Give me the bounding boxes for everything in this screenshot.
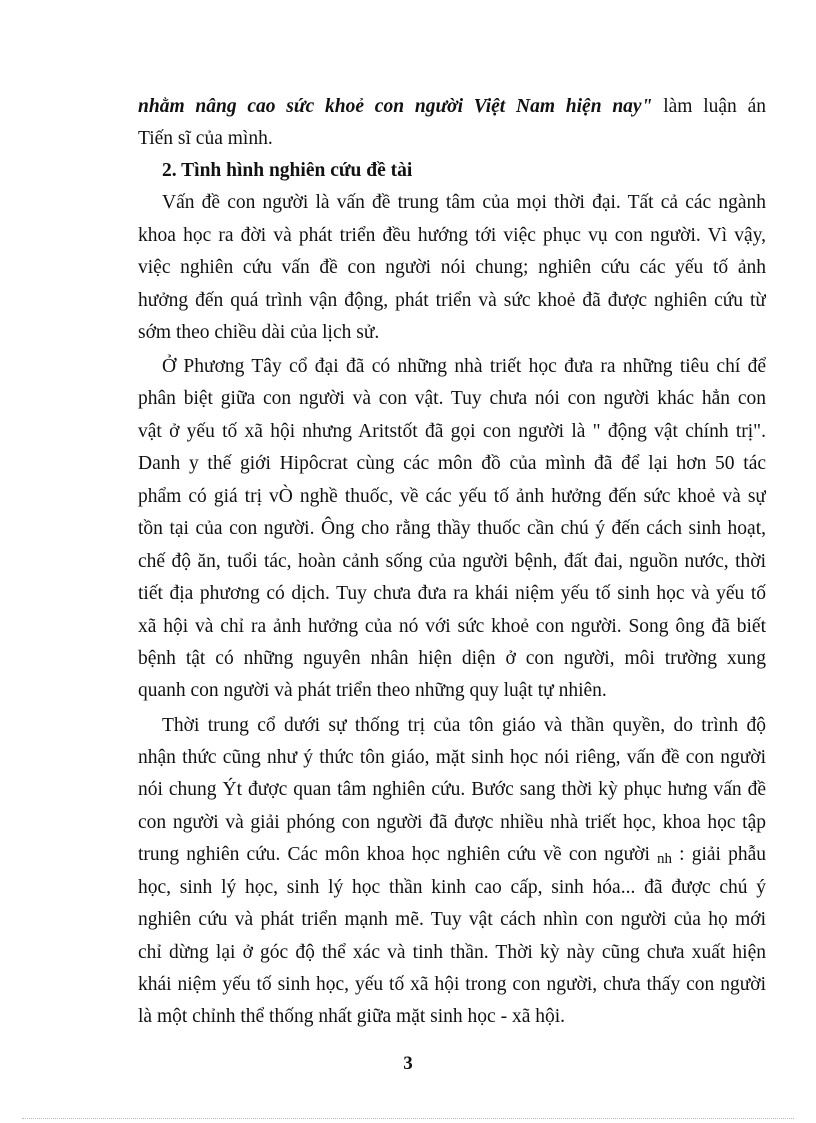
text-line: nghiên cứu và phát triển mạnh mẽ. Tuy vật cách nhìn con người của họ mới — [138, 909, 766, 930]
text-line: sớm theo chiều dài của lịch sử. — [138, 322, 380, 343]
text-line: nhằm nâng cao sức khoẻ con người Việt Nam hiện nay" làm luận án — [138, 96, 766, 117]
text-line: tiết địa phương có dịch. Tuy chưa đưa ra khái niệm yếu tố sinh học và yếu tố — [138, 583, 766, 604]
text-line: Danh y thế giới Hipôcrat cùng các môn đồ của mình đã để lại hơn 50 tác — [138, 453, 766, 474]
text-line: việc nghiên cứu vấn đề con người nói chung; nghiên cứu các yếu tố ảnh — [138, 257, 766, 278]
text-line: hưởng đến quá trình vận động, phát triển và sức khoẻ đã được nghiên cứu từ — [138, 290, 766, 311]
text-line: Tiến sĩ của mình. — [138, 128, 273, 149]
page-bottom-divider — [22, 1118, 794, 1119]
text-line: khái niệm yếu tố sinh học, yếu tố xã hội trong con người, chưa thấy con người — [138, 974, 766, 995]
text-line: nhận thức cũng như ý thức tôn giáo, mặt sinh học nói riêng, vấn đề con người — [138, 747, 766, 768]
text-line: phẩm có giá trị vÒ nghề thuốc, về các yếu tố ảnh hưởng đến sức khoẻ và sự — [138, 486, 766, 507]
text-line: quanh con người và phát triển theo những quy luật tự nhiên. — [138, 680, 607, 701]
text-line: bệnh tật có những nguyên nhân hiện diện ở con người, môi trường xung — [138, 648, 766, 669]
section-heading: 2. Tình hình nghiên cứu đề tài — [162, 160, 413, 181]
text-line: nói chung Ýt được quan tâm nghiên cứu. Bước sang thời kỳ phục hưng vấn đề — [138, 779, 766, 800]
page-number: 3 — [403, 1053, 413, 1074]
text-line: chỉ dừng lại ở góc độ thể xác và tinh thần. Thời kỳ này cũng chưa xuất hiện — [138, 942, 766, 963]
text-line: tồn tại của con người. Ông cho rằng thầy thuốc cần chú ý đến cách sinh hoạt, — [138, 518, 766, 539]
text-line: Ở Phương Tây cổ đại đã có những nhà triết học đưa ra những tiêu chí để — [162, 356, 766, 377]
text-line: là một chỉnh thể thống nhất giữa mặt sinh học - xã hội. — [138, 1006, 566, 1027]
text-line: học, sinh lý học, sinh lý học thần kinh cao cấp, sinh hóa... đã được chú ý — [138, 877, 766, 898]
text-line: Thời trung cổ dưới sự thống trị của tôn giáo và thần quyền, do trình độ — [162, 715, 766, 736]
text-line: chế độ ăn, tuổi tác, hoàn cảnh sống của người bệnh, đất đai, nguồn nước, thời — [138, 551, 766, 572]
text-line: Vấn đề con người là vấn đề trung tâm của mọi thời đại. Tất cả các ngành — [162, 192, 766, 213]
text-line: con người và giải phóng con người đã được nhiều nhà triết học, khoa học tập — [138, 812, 766, 833]
text-line: phân biệt giữa con người và con vật. Tuy chưa nói con người khác hẳn con — [138, 388, 766, 409]
text-line: xã hội và chỉ ra ảnh hưởng của nó với sức khoẻ con người. Song ông đã biết — [138, 616, 766, 637]
text-line: khoa học ra đời và phát triển đều hướng tới việc phục vụ con người. Vì vậy, — [138, 225, 766, 246]
text-line: trung nghiên cứu. Các môn khoa học nghiên cứu về con người nh : giải phẫu — [138, 844, 766, 867]
text-line: vật ở yếu tố xã hội nhưng Aritstốt đã gọi con người là " động vật chính trị". — [138, 421, 766, 442]
